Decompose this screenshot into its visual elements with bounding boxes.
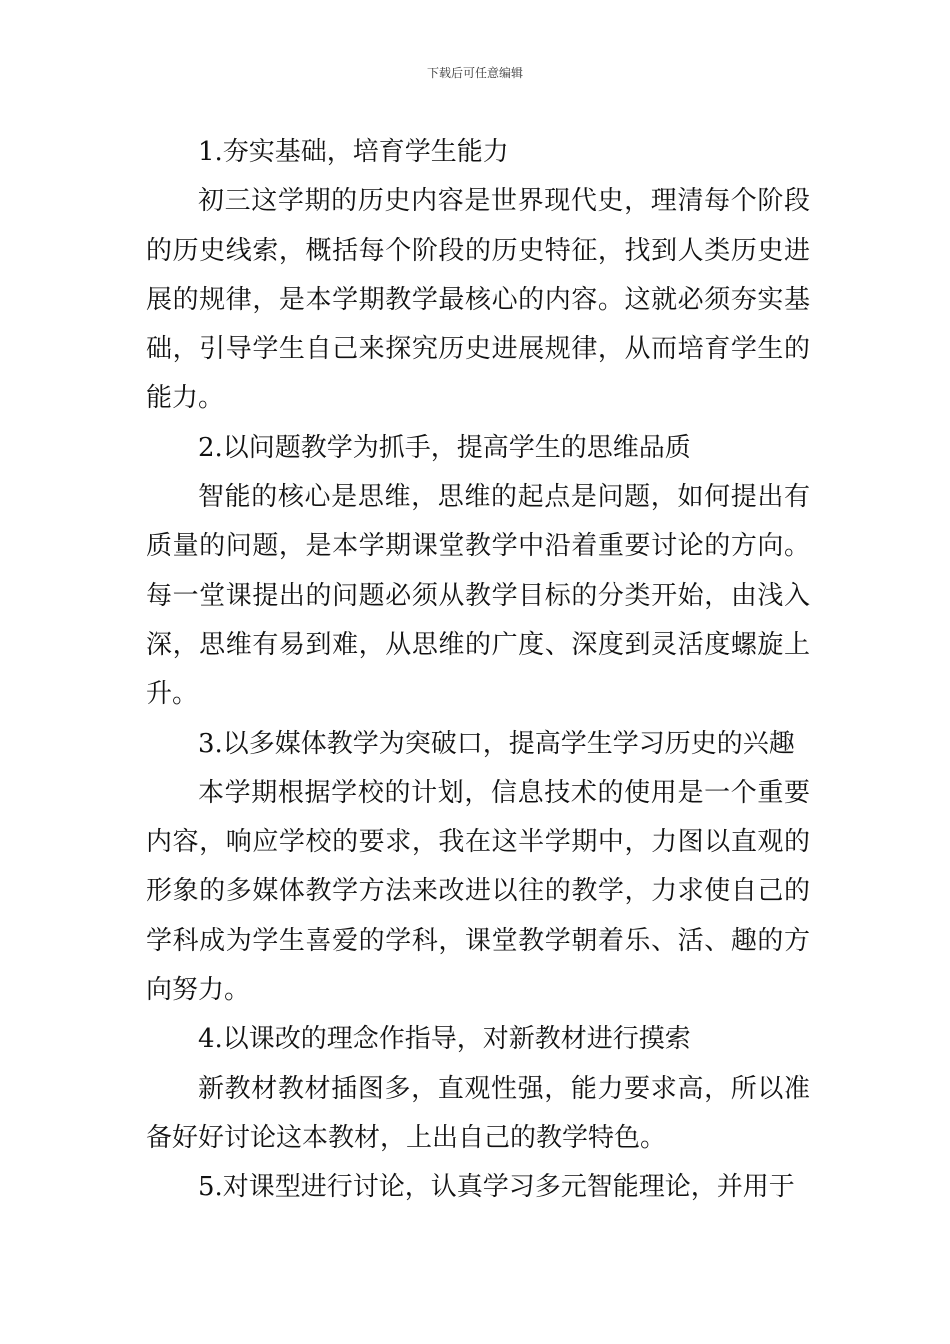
section-heading-1: 1.夯实基础，培育学生能力	[198, 137, 509, 167]
document-body	[146, 128, 810, 1213]
section-body-2: 智能的核心是思维，思维的起点是问题，如何提出有质量的问题，是本学期课堂教学中沿着重要讨论的方向。每一堂课提出的问题必须从教学目标的分类开始，由浅入深，思维有易到难，从思维的广度、深度到灵活度螺旋上升。	[146, 482, 810, 710]
section-heading-3: 3.以多媒体教学为突破口，提高学生学习历史的兴趣	[198, 728, 795, 759]
section-heading-4: 4.以课改的理念作指导，对新教材进行摸索	[198, 1024, 691, 1055]
section-body-1: 初三这学期的历史内容是世界现代史，理清每个阶段的历史线索，概括每个阶段的历史特征，找到人类历史进展的规律，是本学期教学最核心的内容。这就必须夯实基础，引导学生自己来探究历史进展规律，从而培育学生的能力。	[146, 186, 810, 414]
section-heading-5: 5.对课型进行讨论，认真学习多元智能理论，并用于	[198, 1172, 795, 1203]
section-body-3: 本学期根据学校的计划，信息技术的使用是一个重要内容，响应学校的要求，我在这半学期中，力图以直观的形象的多媒体教学方法来改进以往的教学，力求使自己的学科成为学生喜爱的学科，课堂教学朝着乐、活、趣的方向努力。	[146, 777, 810, 1006]
section-body-4: 新教材教材插图多，直观性强，能力要求高，所以准备好好讨论这本教材，上出自己的教学特色。	[146, 1073, 810, 1153]
header-note: 下载后可任意编辑	[426, 66, 523, 80]
section-heading-2: 2.以问题教学为抓手，提高学生的思维品质	[198, 432, 691, 463]
